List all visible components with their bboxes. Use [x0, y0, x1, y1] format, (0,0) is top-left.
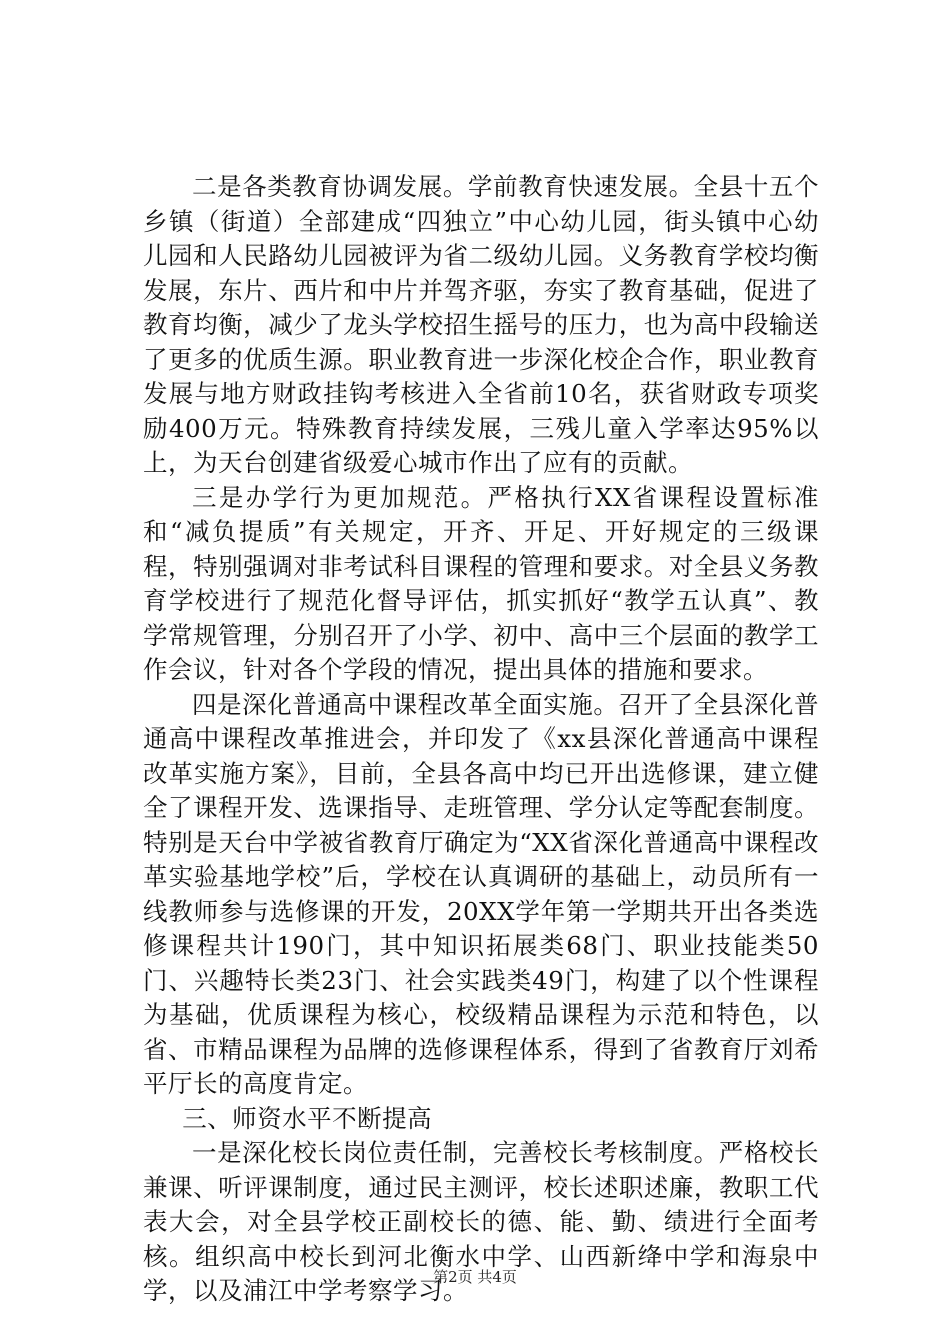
page-footer: 第2页 共4页: [433, 1268, 517, 1286]
paragraph-curriculum-reform: 四是深化普通高中课程改革全面实施。召开了全县深化普通高中课程改革推进会，并印发了《xx县深化普通高中课程改革实施方案》，目前，全县各高中均已开出选修课，建立健全了课程开发、选课指导、走班管理、学分认定等配套制度。特别是天台中学被省教育厅确定为“XX省深化普通高中课程改革实验基地学校”后，学校在认真调研的基础上，动员所有一线教师参与选修课的开发，20XX学年第一学期共开出各类选修课程共计190门，其中知识拓展类68门、职业技能类50门、兴趣特长类23门、社会实践类49门，构建了以个性课程为基础，优质课程为核心，校级精品课程为示范和特色，以省、市精品课程为品牌的选修课程体系，得到了省教育厅刘希平厅长的高度肯定。: [143, 689, 819, 1098]
document-body: [143, 170, 819, 1309]
paragraph-education-coordination: 二是各类教育协调发展。学前教育快速发展。全县十五个乡镇（街道）全部建成“四独立”中心幼儿园，街头镇中心幼儿园和人民路幼儿园被评为省二级幼儿园。义务教育学校均衡发展，东片、西片和中片并驾齐驱，夯实了教育基础，促进了教育均衡，减少了龙头学校招生摇号的压力，也为高中段输送了更多的优质生源。职业教育进一步深化校企合作，职业教育发展与地方财政挂钩考核进入全省前10名，获省财政专项奖励400万元。特殊教育持续发展，三残儿童入学率达95%以上，为天台创建省级爱心城市作出了应有的贡献。: [143, 172, 819, 477]
section-heading-teachers: 三、师资水平不断提高: [182, 1103, 433, 1133]
paragraph-principal-responsibility: 一是深化校长岗位责任制，完善校长考核制度。严格校长兼课、听评课制度，通过民主测评，校长述职述廉，教职工代表大会，对全县学校正副校长的德、能、勤、绩进行全面考核。组织高中校长到河北衡水中学、山西新绛中学和海泉中学，以及浦江中学考察学习。: [143, 1138, 819, 1305]
paragraph-school-conduct: 三是办学行为更加规范。严格执行XX省课程设置标准和“减负提质”有关规定，开齐、开足、开好规定的三级课程，特别强调对非考试科目课程的管理和要求。对全县义务教育学校进行了规范化督导评估，抓实抓好“教学五认真”、教学常规管理，分别召开了小学、初中、高中三个层面的教学工作会议，针对各个学段的情况，提出具体的措施和要求。: [143, 482, 819, 684]
